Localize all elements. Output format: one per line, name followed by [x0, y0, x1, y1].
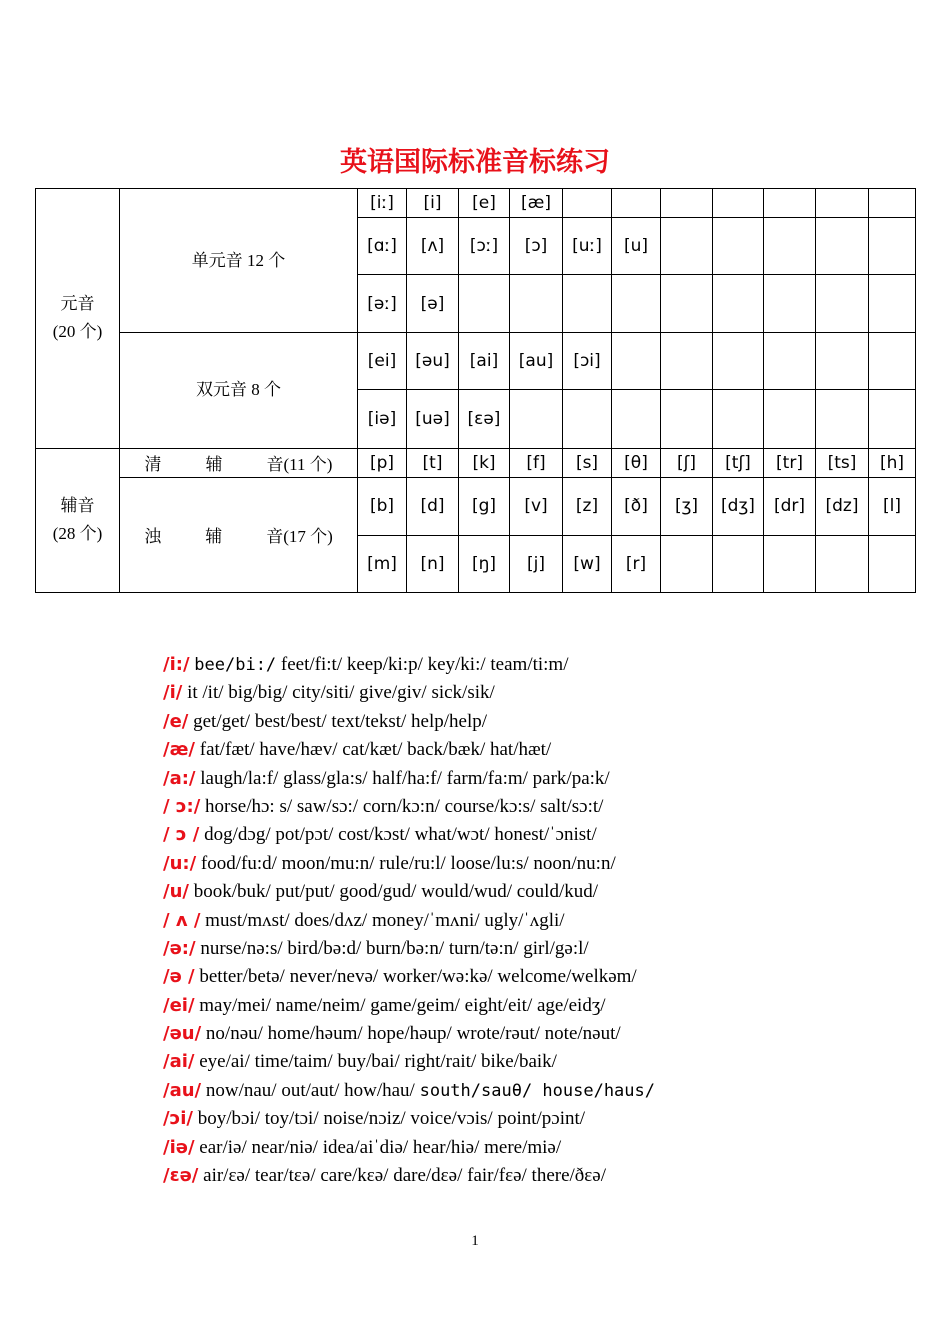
phonetic-symbol-cell: [d]: [407, 477, 459, 535]
empty-cell: [661, 390, 713, 448]
phonetic-symbol-cell: [z]: [563, 477, 612, 535]
empty-cell: [612, 275, 661, 333]
example-words-mono: bee/bi:/: [194, 655, 277, 675]
example-words: ear/iə/ near/niə/ idea/aiˈdiə/ hear/hiə/ mere/miə/: [199, 1136, 562, 1158]
phonetic-symbol-cell: [w]: [563, 535, 612, 592]
phoneme-key: /əu/: [163, 1023, 202, 1045]
practice-line: [163, 1105, 923, 1133]
empty-cell: [713, 535, 764, 592]
phoneme-key: /e/: [163, 710, 189, 732]
empty-cell: [563, 390, 612, 448]
phonetic-symbol-cell: [l]: [869, 477, 916, 535]
empty-cell: [612, 390, 661, 448]
phonetic-symbol-cell: [ʒ]: [661, 477, 713, 535]
phonetic-symbol-cell: [æ]: [510, 189, 563, 218]
practice-line: [163, 878, 923, 906]
phonetic-symbol-cell: [u]: [612, 218, 661, 275]
phoneme-key: /ə:/: [163, 937, 196, 959]
phonetic-symbol-cell: [ɔ]: [510, 218, 563, 275]
practice-line: [163, 736, 923, 764]
practice-line: [163, 793, 923, 821]
phonetic-symbol-cell: [ð]: [612, 477, 661, 535]
phonetic-symbol-cell: [p]: [358, 448, 407, 477]
phoneme-key: /ai/: [163, 1051, 195, 1073]
phonetic-symbol-cell: [v]: [510, 477, 563, 535]
phonetic-symbol-cell: [ai]: [459, 333, 510, 390]
empty-cell: [764, 535, 816, 592]
phoneme-key: /ə /: [163, 966, 195, 988]
phonetic-symbol-cell: [ts]: [816, 448, 869, 477]
example-words: it /it/ big/big/ city/siti/ give/giv/ sick/sik/: [187, 682, 495, 704]
empty-cell: [816, 333, 869, 390]
voiced-consonant-label: 浊 辅 音(17 个): [120, 477, 358, 592]
phonetic-symbol-table: [35, 188, 916, 593]
empty-cell: [713, 333, 764, 390]
empty-cell: [713, 218, 764, 275]
practice-line: [163, 679, 923, 707]
empty-cell: [764, 333, 816, 390]
consonant-category-cell: 辅音 (28 个): [36, 448, 120, 592]
empty-cell: [869, 390, 916, 448]
empty-cell: [869, 275, 916, 333]
example-words: fat/fæt/ have/hæv/ cat/kæt/ back/bæk/ hat/hæt/: [199, 739, 552, 761]
empty-cell: [816, 189, 869, 218]
phonetic-symbol-cell: [əː]: [358, 275, 407, 333]
phonetic-symbol-cell: [iː]: [358, 189, 407, 218]
empty-cell: [764, 275, 816, 333]
empty-cell: [661, 218, 713, 275]
phoneme-key: / ɔ:/: [163, 795, 201, 817]
empty-cell: [713, 390, 764, 448]
phonetic-symbol-cell: [j]: [510, 535, 563, 592]
practice-line: [163, 1162, 923, 1190]
phonetic-symbol-cell: [m]: [358, 535, 407, 592]
empty-cell: [816, 390, 869, 448]
phonetic-symbol-cell: [ŋ]: [459, 535, 510, 592]
phoneme-key: /i:/: [163, 654, 190, 675]
empty-cell: [764, 218, 816, 275]
phonetic-symbol-cell: [tʃ]: [713, 448, 764, 477]
empty-cell: [661, 275, 713, 333]
phoneme-key: / ʌ /: [163, 909, 201, 931]
empty-cell: [713, 275, 764, 333]
phonetic-symbol-cell: [ɔi]: [563, 333, 612, 390]
phonetic-symbol-cell: [ə]: [407, 275, 459, 333]
phonetic-symbol-cell: [ʃ]: [661, 448, 713, 477]
phoneme-key: /εə/: [163, 1165, 199, 1187]
phonetic-symbol-cell: [r]: [612, 535, 661, 592]
phonetic-symbol-cell: [b]: [358, 477, 407, 535]
phonetic-symbol-cell: [ei]: [358, 333, 407, 390]
phonetic-symbol-cell: [g]: [459, 477, 510, 535]
example-words: no/nəu/ home/həum/ hope/həup/ wrote/rəut/ note/nəut/: [205, 1023, 621, 1045]
phoneme-key: /æ/: [163, 739, 196, 761]
empty-cell: [713, 189, 764, 218]
practice-line: [163, 963, 923, 991]
phoneme-key: /au/: [163, 1079, 202, 1101]
phonetic-symbol-cell: [tr]: [764, 448, 816, 477]
phonetic-symbol-cell: [θ]: [612, 448, 661, 477]
monophthong-label: 单元音 12 个: [120, 189, 358, 333]
example-words: laugh/la:f/ glass/gla:s/ half/ha:f/ farm/fa:m/ park/pa:k/: [200, 767, 610, 789]
phonetic-symbol-cell: [k]: [459, 448, 510, 477]
phoneme-key: /ei/: [163, 994, 195, 1016]
phonetic-symbol-cell: [ɔː]: [459, 218, 510, 275]
example-words: eye/ai/ time/taim/ buy/bai/ right/rait/ bike/baik/: [199, 1051, 557, 1073]
empty-cell: [869, 535, 916, 592]
example-words: boy/bɔi/ toy/tɔi/ noise/nɔiz/ voice/vɔis/ point/pɔint/: [197, 1108, 586, 1130]
empty-cell: [816, 218, 869, 275]
phonetic-symbol-cell: [i]: [407, 189, 459, 218]
example-words: book/buk/ put/put/ good/gud/ would/wud/ could/kud/: [193, 881, 598, 903]
phoneme-key: /u:/: [163, 852, 197, 874]
empty-cell: [459, 275, 510, 333]
example-words: nurse/nə:s/ bird/bə:d/ burn/bə:n/ turn/tə:n/ girl/gə:l/: [200, 937, 589, 959]
voiceless-consonant-label: 清 辅 音(11 个): [120, 448, 358, 477]
example-words: may/mei/ name/neim/ game/geim/ eight/eit/ age/eidʒ/: [199, 994, 606, 1016]
practice-word-list: [163, 651, 923, 1190]
phonetic-symbol-cell: [t]: [407, 448, 459, 477]
practice-line: [163, 1020, 923, 1048]
example-words: better/betə/ never/nevə/ worker/wə:kə/ welcome/welkəm/: [199, 966, 637, 988]
phonetic-symbol-cell: [f]: [510, 448, 563, 477]
empty-cell: [816, 275, 869, 333]
phoneme-key: /a:/: [163, 767, 196, 789]
vowel-category-cell: 元音 (20 个): [36, 189, 120, 449]
empty-cell: [764, 390, 816, 448]
empty-cell: [661, 535, 713, 592]
empty-cell: [661, 333, 713, 390]
empty-cell: [612, 189, 661, 218]
empty-cell: [816, 535, 869, 592]
empty-cell: [510, 275, 563, 333]
practice-line: [163, 821, 923, 849]
practice-line: [163, 907, 923, 935]
phonetic-symbol-cell: [εə]: [459, 390, 510, 448]
phonetic-symbol-cell: [au]: [510, 333, 563, 390]
practice-line: [163, 765, 923, 793]
empty-cell: [869, 333, 916, 390]
page-number: 1: [471, 1233, 479, 1249]
empty-cell: [612, 333, 661, 390]
practice-line: [163, 992, 923, 1020]
practice-line: [163, 850, 923, 878]
phoneme-key: /ɔi/: [163, 1108, 193, 1130]
phonetic-symbol-cell: [n]: [407, 535, 459, 592]
example-words: dog/dɔg/ pot/pɔt/ cost/kɔst/ what/wɔt/ honest/ˈɔnist/: [204, 824, 597, 846]
empty-cell: [661, 189, 713, 218]
empty-cell: [764, 189, 816, 218]
empty-cell: [869, 189, 916, 218]
page-title: 英语国际标准音标练习: [340, 147, 610, 178]
empty-cell: [510, 390, 563, 448]
phonetic-symbol-cell: [ɑː]: [358, 218, 407, 275]
phoneme-key: /u/: [163, 881, 189, 903]
empty-cell: [869, 218, 916, 275]
example-words-mono: south/sauθ/ house/haus/: [419, 1080, 655, 1101]
practice-line: [163, 708, 923, 736]
example-words: horse/hɔ: s/ saw/sɔ:/ corn/kɔ:n/ course/kɔ:s/ salt/sɔ:t/: [205, 795, 604, 817]
phoneme-key: /iə/: [163, 1136, 195, 1158]
example-words: must/mʌst/ does/dʌz/ money/ˈmʌni/ ugly/ˈʌgli/: [205, 909, 565, 931]
practice-line: [163, 1134, 923, 1162]
example-words: air/εə/ tear/tεə/ care/kεə/ dare/dεə/ fair/fεə/ there/ðεə/: [203, 1165, 606, 1187]
phonetic-symbol-cell: [s]: [563, 448, 612, 477]
example-words: food/fu:d/ moon/mu:n/ rule/ru:l/ loose/lu:s/ noon/nu:n/: [200, 852, 616, 874]
phonetic-symbol-cell: [dz]: [816, 477, 869, 535]
practice-line: [163, 651, 923, 679]
practice-line: [163, 1077, 923, 1105]
phonetic-symbol-cell: [e]: [459, 189, 510, 218]
example-words: feet/fi:t/ keep/ki:p/ key/ki:/ team/ti:m/: [280, 654, 569, 675]
phonetic-symbol-cell: [ʌ]: [407, 218, 459, 275]
phonetic-symbol-cell: [h]: [869, 448, 916, 477]
phonetic-symbol-cell: [iə]: [358, 390, 407, 448]
phonetic-symbol-cell: [uː]: [563, 218, 612, 275]
phonetic-symbol-cell: [əu]: [407, 333, 459, 390]
phonetic-symbol-cell: [dʒ]: [713, 477, 764, 535]
practice-line: [163, 1048, 923, 1076]
phonetic-symbol-cell: [dr]: [764, 477, 816, 535]
phoneme-key: / ɔ /: [163, 824, 200, 846]
diphthong-label: 双元音 8 个: [120, 333, 358, 448]
practice-line: [163, 935, 923, 963]
phoneme-key: /i/: [163, 682, 183, 704]
example-words: now/nau/ out/aut/ how/hau/: [205, 1079, 415, 1101]
empty-cell: [563, 275, 612, 333]
empty-cell: [563, 189, 612, 218]
example-words: get/get/ best/best/ text/tekst/ help/help/: [193, 710, 488, 732]
phonetic-symbol-cell: [uə]: [407, 390, 459, 448]
